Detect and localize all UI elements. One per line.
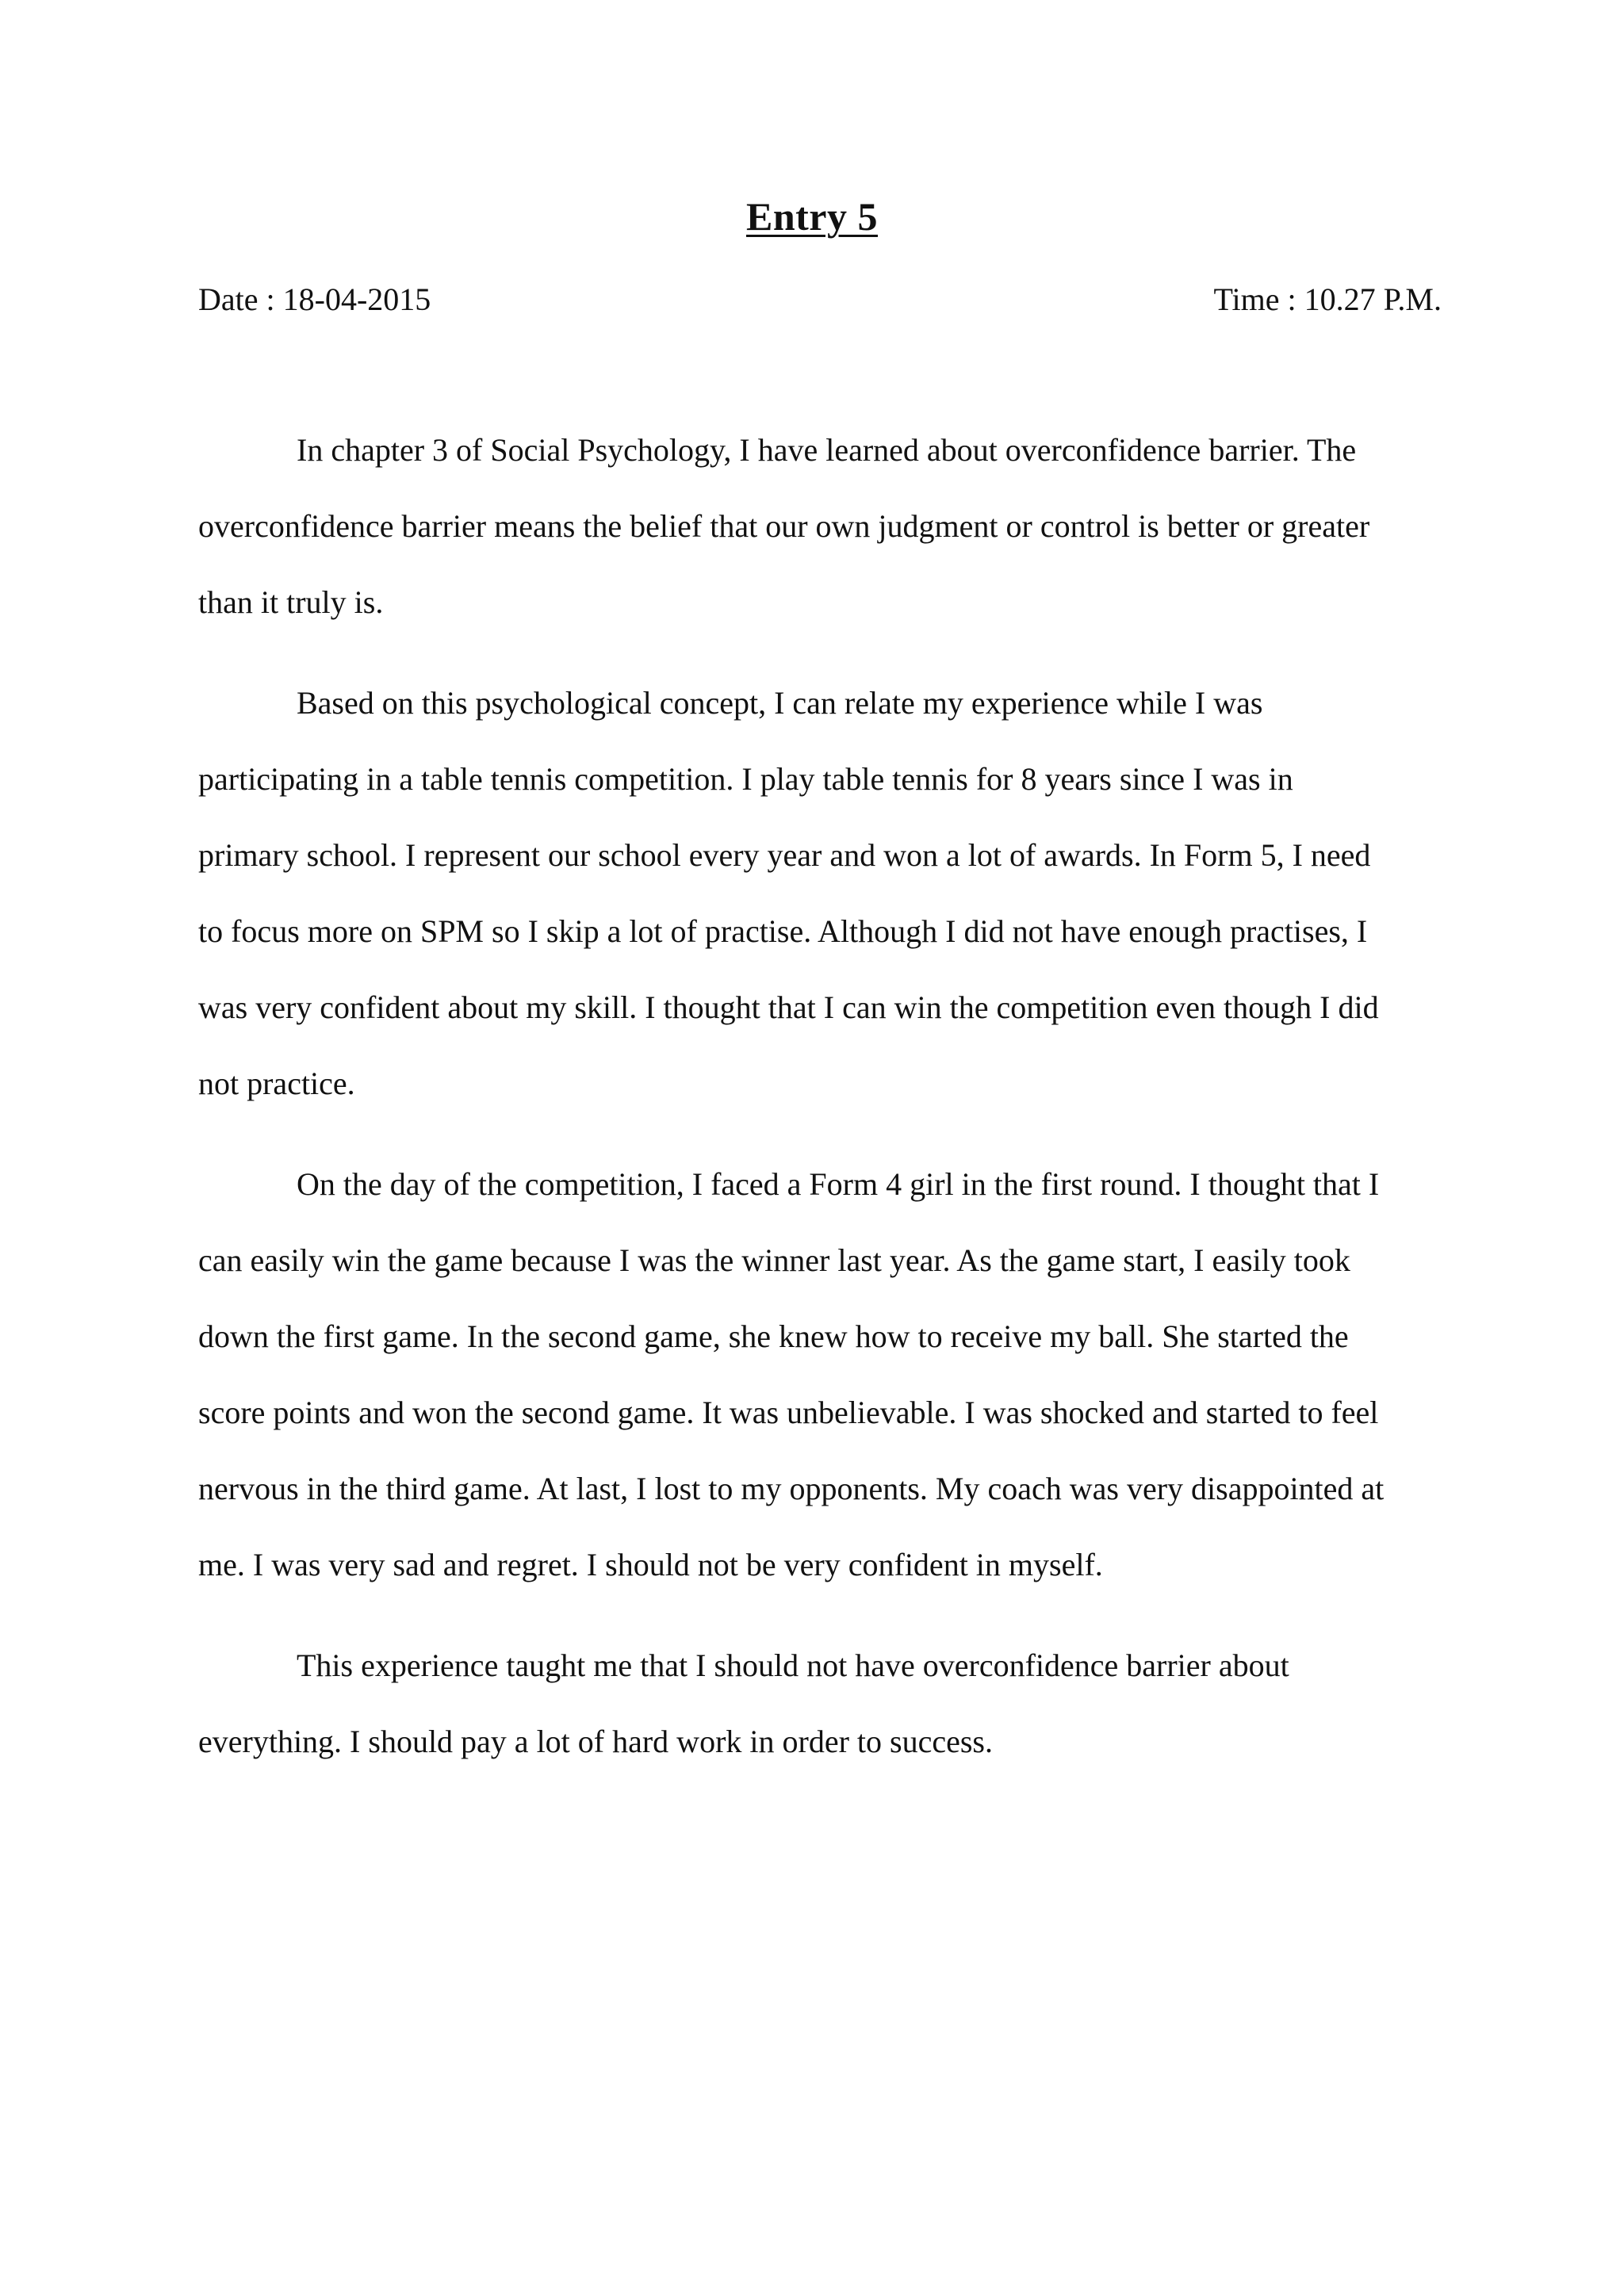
paragraph-1 — [198, 412, 1442, 641]
paragraph-line: down the first game. In the second game, she knew how to receive my ball. She started the — [198, 1318, 1349, 1354]
paragraph-line: nervous in the third game. At last, I lost to my opponents. My coach was very disappointed at — [198, 1471, 1385, 1506]
entry-time: Time : 10.27 P.M. — [1213, 281, 1442, 317]
paragraph-3 — [198, 1146, 1442, 1603]
paragraph-line: On the day of the competition, I faced a Form 4 girl in the first round. I thought that I — [297, 1166, 1380, 1202]
paragraph-line: primary school. I represent our school every year and won a lot of awards. In Form 5, I need — [198, 837, 1371, 873]
paragraph-line: score points and won the second game. It was unbelievable. I was shocked and started to feel — [198, 1395, 1379, 1430]
paragraph-line: In chapter 3 of Social Psychology, I have learned about overconfidence barrier. The — [297, 432, 1357, 468]
paragraph-line: everything. I should pay a lot of hard work in order to success. — [198, 1724, 993, 1759]
paragraph-line: Based on this psychological concept, I can relate my experience while I was — [297, 685, 1263, 721]
paragraph-2 — [198, 665, 1442, 1122]
paragraph-line: to focus more on SPM so I skip a lot of practise. Although I did not have enough practises, I — [198, 913, 1368, 949]
paragraph-line: can easily win the game because I was the winner last year. As the game start, I easily took — [198, 1242, 1350, 1278]
paragraph-line: participating in a table tennis competition. I play table tennis for 8 years since I was in — [198, 761, 1293, 797]
entry-date: Date : 18-04-2015 — [198, 281, 431, 317]
entry-meta-row — [198, 281, 1442, 318]
paragraph-line: than it truly is. — [198, 584, 384, 620]
paragraph-line: me. I was very sad and regret. I should not be very confident in myself. — [198, 1547, 1103, 1582]
paragraph-line: was very confident about my skill. I thought that I can win the competition even though I did — [198, 989, 1379, 1025]
entry-title: Entry 5 — [746, 194, 878, 239]
paragraph-line: not practice. — [198, 1066, 355, 1101]
paragraph-line: overconfidence barrier means the belief that our own judgment or control is better or greater — [198, 508, 1370, 544]
paragraph-line: This experience taught me that I should not have overconfidence barrier about — [297, 1647, 1289, 1683]
paragraph-4 — [198, 1628, 1442, 1780]
entry-body — [198, 412, 1442, 1780]
